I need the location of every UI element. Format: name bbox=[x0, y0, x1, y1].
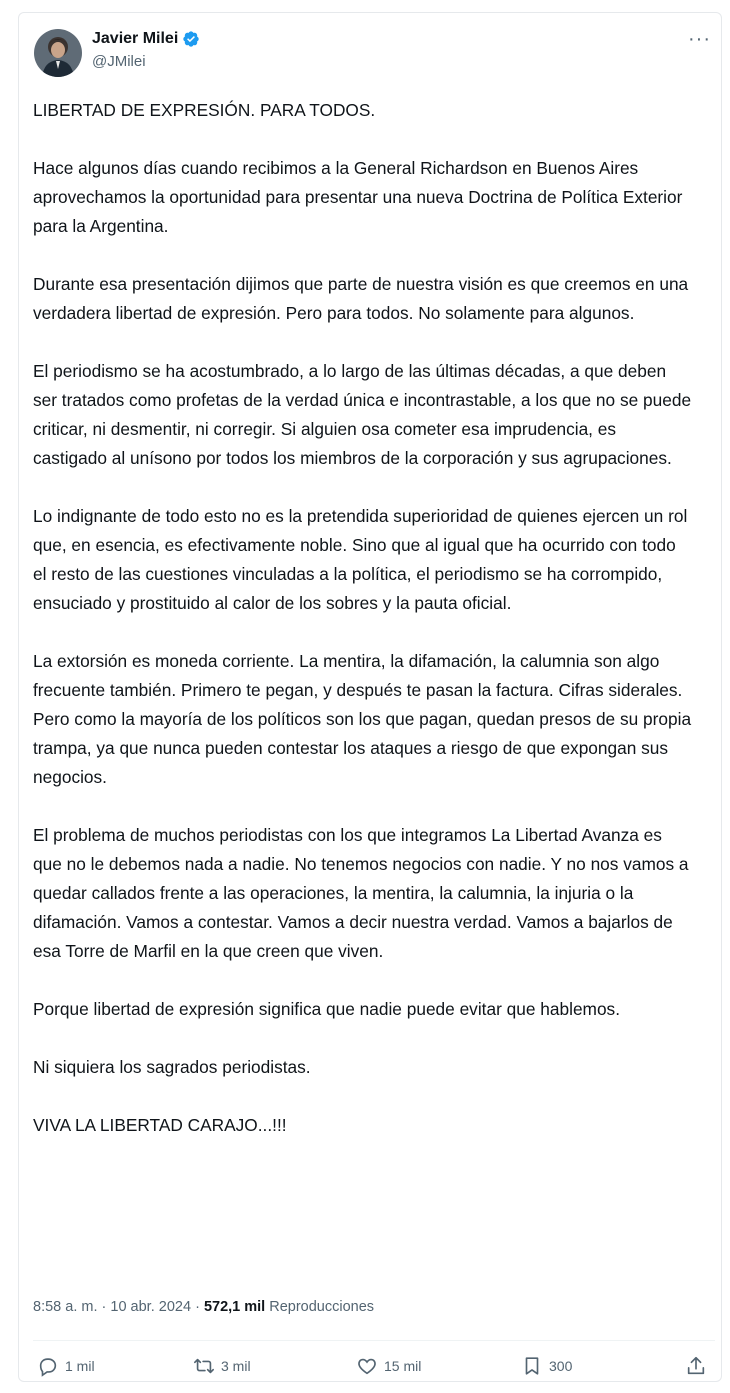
reply-button[interactable] bbox=[37, 1355, 95, 1377]
retweet-icon bbox=[193, 1355, 215, 1377]
tweet-paragraph: La extorsión es moneda corriente. La mentira, la difamación, la calumnia son algo frecuente también. Primero te pegan, y después te pasan la factura. Cifras siderales. Pero como la mayoría de los políticos son los que pagan, quedan presos de su propia trampa, ya que nunca pueden contestar los ataques a riesgo de que expongan sus negocios. bbox=[33, 651, 692, 787]
tweet-paragraph: El problema de muchos periodistas con los que integramos La Libertad Avanza es que no le debemos nada a nadie. No tenemos negocios con nadie. Y no nos vamos a quedar callados frente a las operaciones, la mentira, la calumnia, la injuria o la difamación. Vamos a contestar. Vamos a decir nuestra verdad. Vamos a bajarlos de esa Torre de Marfil en la que creen que viven. bbox=[33, 825, 689, 961]
heart-icon bbox=[356, 1355, 378, 1377]
divider bbox=[33, 1340, 715, 1341]
like-button[interactable] bbox=[356, 1355, 421, 1377]
author-name[interactable]: Javier Milei bbox=[92, 30, 179, 47]
share-icon bbox=[685, 1355, 707, 1377]
meta-separator: · bbox=[195, 1299, 200, 1315]
share-button[interactable] bbox=[685, 1355, 707, 1377]
views-label: Reproducciones bbox=[269, 1299, 375, 1315]
action-bar bbox=[33, 1355, 713, 1383]
retweet-count: 3 mil bbox=[221, 1358, 251, 1374]
views-count: 572,1 mil bbox=[203, 1299, 266, 1315]
tweet-meta bbox=[33, 1299, 374, 1315]
tweet-paragraph: Lo indignante de todo esto no es la pretendida superioridad de quienes ejercen un rol que, en esencia, es efectivamente noble. Sino que al igual que ha ocurrido con todo el resto de las cuestiones vinculadas a la política, el periodismo se ha corrompido, ensuciado y prostituido al calor de los sobres y la pauta oficial. bbox=[33, 506, 688, 613]
tweet-paragraph: Hace algunos días cuando recibimos a la General Richardson en Buenos Aires aprovechamos la oportunidad para presentar una nueva Doctrina de Política Exterior para la Argentina. bbox=[33, 158, 683, 236]
tweet-paragraph: Durante esa presentación dijimos que parte de nuestra visión es que creemos en una verdadera libertad de expresión. Pero para todos. No solamente para algunos. bbox=[33, 274, 689, 323]
more-options-icon[interactable]: ··· bbox=[688, 28, 711, 50]
tweet-paragraph: VIVA LA LIBERTAD CARAJO...!!! bbox=[33, 1115, 287, 1135]
author-name-row[interactable] bbox=[92, 30, 200, 48]
tweet-date[interactable]: 10 abr. 2024 bbox=[110, 1299, 192, 1315]
avatar[interactable] bbox=[34, 29, 82, 77]
bookmark-icon bbox=[521, 1355, 543, 1377]
meta-separator: · bbox=[101, 1299, 107, 1315]
bookmark-count: 300 bbox=[549, 1358, 573, 1374]
reply-icon bbox=[37, 1355, 59, 1377]
retweet-button[interactable] bbox=[193, 1355, 251, 1377]
reply-count: 1 mil bbox=[65, 1358, 95, 1374]
tweet-paragraph: Porque libertad de expresión significa que nadie puede evitar que hablemos. bbox=[33, 999, 620, 1019]
like-count: 15 mil bbox=[384, 1358, 422, 1374]
tweet-text bbox=[33, 96, 693, 1169]
tweet-time[interactable]: 8:58 a. m. bbox=[33, 1299, 98, 1315]
tweet-paragraph: Ni siquiera los sagrados periodistas. bbox=[33, 1057, 311, 1077]
tweet-paragraph: LIBERTAD DE EXPRESIÓN. PARA TODOS. bbox=[33, 100, 376, 120]
tweet-paragraph: El periodismo se ha acostumbrado, a lo largo de las últimas décadas, a que deben ser tratados como profetas de la verdad única e incontrastable, a los que no se puede criticar, ni desmentir, ni corregir. Si alguien osa cometer esa imprudencia, es castigado al unísono por todos los miembros de la corporación y sus agrupaciones. bbox=[33, 361, 692, 468]
bookmark-button[interactable] bbox=[521, 1355, 572, 1377]
author-handle[interactable]: @JMilei bbox=[92, 53, 146, 70]
verified-badge-icon bbox=[182, 30, 200, 48]
